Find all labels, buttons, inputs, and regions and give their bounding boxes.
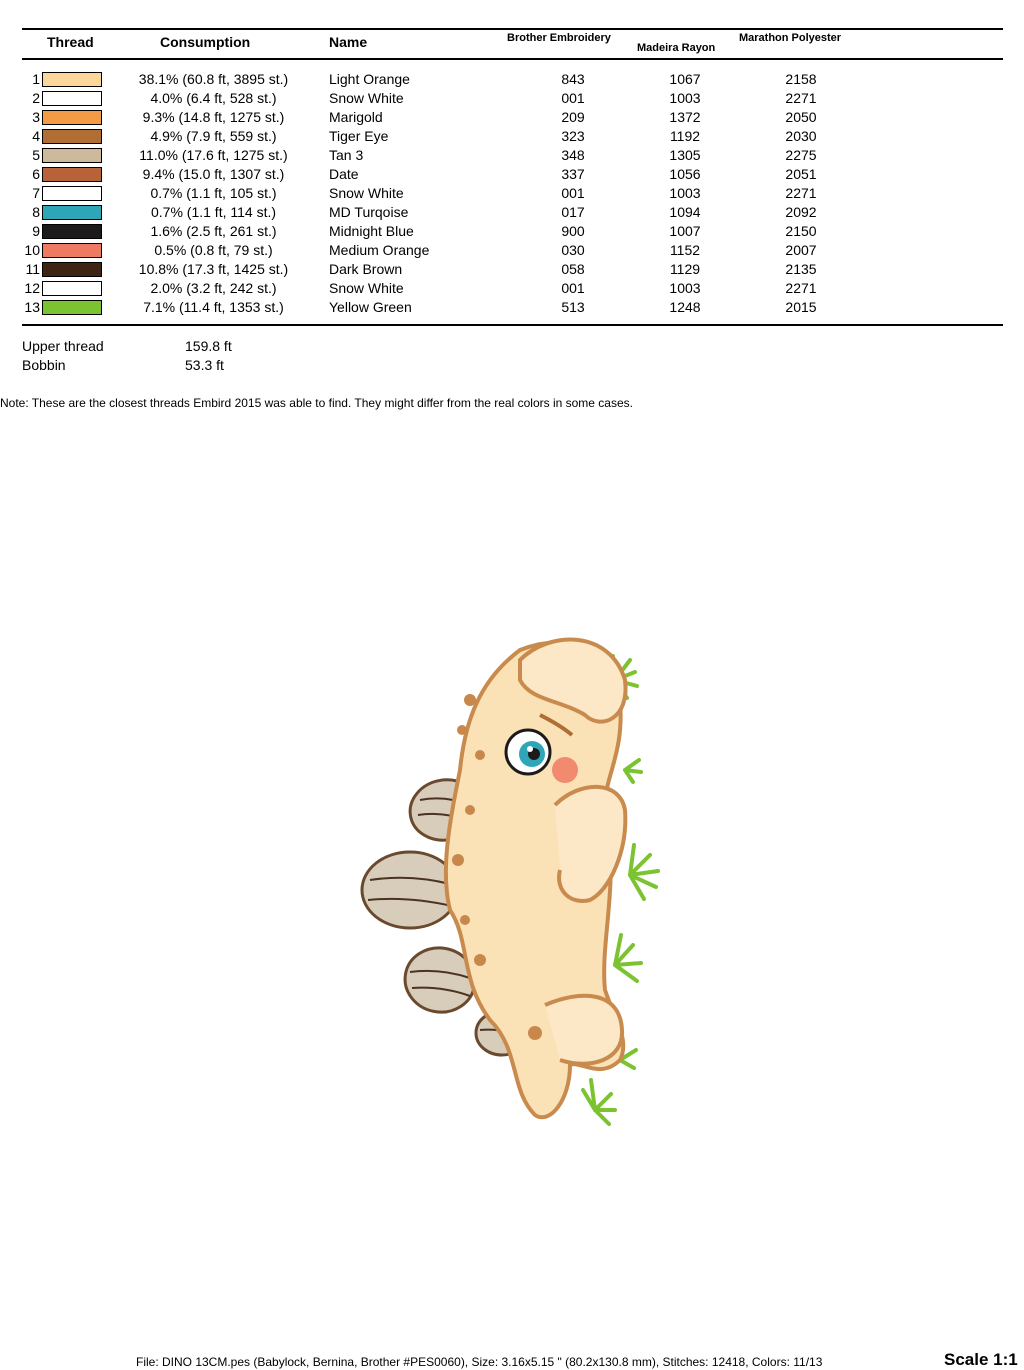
file-info-footer: File: DINO 13CM.pes (Babylock, Bernina, Brother #PES0060), Size: 3.16x5.15 " (80.2x130.8 mm), Stitches: 12418, Colors: 11/13: [136, 1355, 823, 1369]
madeira-code: 1094: [669, 204, 701, 220]
thread-color-swatch: [42, 281, 102, 296]
thread-consumption: 38.1% (60.8 ft, 3895 st.): [138, 71, 289, 87]
thread-name: Yellow Green: [329, 299, 412, 315]
thread-consumption: 10.8% (17.3 ft, 1425 st.): [138, 261, 289, 277]
thread-color-swatch: [42, 186, 102, 201]
brother-code: 001: [561, 185, 585, 201]
brother-code: 843: [561, 71, 585, 87]
madeira-code: 1192: [669, 128, 701, 144]
table-top-rule: [22, 28, 1003, 30]
table-row: [0, 108, 1024, 127]
table-row: [0, 70, 1024, 89]
scale-label: Scale 1:1: [944, 1350, 1018, 1369]
table-bottom-rule: [22, 324, 1003, 326]
thread-consumption: 11.0% (17.6 ft, 1275 st.): [139, 147, 288, 163]
dino-eye: [506, 730, 550, 774]
header-thread: Thread: [47, 34, 94, 50]
table-header-rule: [22, 58, 1003, 60]
table-row: [0, 89, 1024, 108]
thread-number: 8: [32, 204, 40, 220]
marathon-code: 2158: [785, 71, 817, 87]
thread-number: 5: [32, 147, 40, 163]
thread-name: Snow White: [329, 280, 404, 296]
thread-color-swatch: [42, 262, 102, 277]
brother-code: 017: [561, 204, 585, 220]
thread-consumption: 0.7% (1.1 ft, 105 st.): [150, 185, 277, 201]
table-row: [0, 260, 1024, 279]
thread-name: MD Turqoise: [329, 204, 409, 220]
marathon-code: 2030: [785, 128, 817, 144]
thread-color-swatch: [42, 91, 102, 106]
header-madeira: Madeira Rayon: [637, 42, 716, 54]
thread-consumption: 0.7% (1.1 ft, 114 st.): [150, 204, 277, 220]
marathon-code: 2135: [785, 261, 817, 277]
marathon-code: 2051: [785, 166, 817, 182]
thread-name: Light Orange: [329, 71, 410, 87]
madeira-code: 1003: [669, 280, 701, 296]
thread-number: 2: [32, 90, 40, 106]
thread-name: Snow White: [329, 185, 404, 201]
dino-arm: [555, 787, 625, 901]
madeira-code: 1056: [669, 166, 701, 182]
dino-cheek: [552, 757, 578, 783]
table-row: [0, 146, 1024, 165]
brother-code: 337: [561, 166, 585, 182]
marathon-code: 2271: [785, 280, 817, 296]
thread-color-swatch: [42, 300, 102, 315]
thread-color-swatch: [42, 148, 102, 163]
thread-consumption: 4.0% (6.4 ft, 528 st.): [150, 90, 277, 106]
table-row: [0, 222, 1024, 241]
thread-number: 6: [32, 166, 40, 182]
thread-consumption: 4.9% (7.9 ft, 559 st.): [150, 128, 277, 144]
madeira-code: 1305: [669, 147, 701, 163]
madeira-code: 1152: [669, 242, 701, 258]
thread-number: 13: [24, 299, 40, 315]
table-row: [0, 127, 1024, 146]
thread-number: 3: [32, 109, 40, 125]
bobbin-value: 53.3 ft: [185, 357, 224, 373]
header-consumption: Consumption: [160, 34, 251, 50]
upper-thread-label: Upper thread: [22, 338, 104, 354]
brother-code: 001: [561, 280, 585, 296]
madeira-code: 1248: [669, 299, 701, 315]
marathon-code: 2271: [785, 90, 817, 106]
thread-consumption: 1.6% (2.5 ft, 261 st.): [150, 223, 277, 239]
thread-name: Snow White: [329, 90, 404, 106]
thread-number: 1: [32, 71, 40, 87]
brother-code: 348: [561, 147, 585, 163]
thread-number: 10: [24, 242, 40, 258]
brother-code: 900: [561, 223, 585, 239]
marathon-code: 2050: [785, 109, 817, 125]
thread-name: Dark Brown: [329, 261, 403, 277]
thread-consumption: 7.1% (11.4 ft, 1353 st.): [143, 299, 284, 315]
madeira-code: 1129: [669, 261, 701, 277]
marathon-code: 2271: [785, 185, 817, 201]
header-name: Name: [329, 34, 368, 50]
thread-name: Midnight Blue: [329, 223, 414, 239]
table-row: [0, 279, 1024, 298]
madeira-code: 1003: [669, 185, 701, 201]
bobbin-label: Bobbin: [22, 357, 66, 373]
thread-number: 9: [32, 223, 40, 239]
thread-name: Medium Orange: [329, 242, 430, 258]
thread-name: Date: [329, 166, 359, 182]
marathon-code: 2150: [785, 223, 817, 239]
brother-code: 513: [561, 299, 585, 315]
thread-consumption: 9.3% (14.8 ft, 1275 st.): [142, 109, 285, 125]
brother-code: 209: [561, 109, 585, 125]
thread-number: 12: [24, 280, 40, 296]
madeira-code: 1007: [669, 223, 701, 239]
thread-name: Tiger Eye: [329, 128, 389, 144]
thread-color-swatch: [42, 110, 102, 125]
thread-number: 4: [32, 128, 40, 144]
marathon-code: 2007: [785, 242, 817, 258]
thread-name: Marigold: [329, 109, 383, 125]
thread-name: Tan 3: [329, 147, 364, 163]
madeira-code: 1003: [669, 90, 701, 106]
thread-color-swatch: [42, 205, 102, 220]
thread-consumption: 9.4% (15.0 ft, 1307 st.): [142, 166, 285, 182]
thread-color-swatch: [42, 224, 102, 239]
madeira-code: 1067: [669, 71, 701, 87]
header-brother: Brother Embroidery: [507, 32, 611, 44]
upper-thread-value: 159.8 ft: [185, 338, 232, 354]
table-row: [0, 241, 1024, 260]
thread-note: Note: These are the closest threads Embird 2015 was able to find. They might differ from the real colors in some cases.: [0, 396, 633, 410]
marathon-code: 2275: [785, 147, 817, 163]
embroidery-design-preview: [330, 620, 690, 1140]
thread-color-swatch: [42, 129, 102, 144]
thread-number: 11: [25, 261, 40, 277]
header-marathon: Marathon Polyester: [739, 32, 842, 44]
marathon-code: 2015: [785, 299, 817, 315]
madeira-code: 1372: [669, 109, 701, 125]
marathon-code: 2092: [785, 204, 817, 220]
brother-code: 323: [561, 128, 585, 144]
thread-consumption: 0.5% (0.8 ft, 79 st.): [154, 242, 273, 258]
table-row: [0, 298, 1024, 317]
brother-code: 058: [561, 261, 585, 277]
brother-code: 001: [561, 90, 585, 106]
thread-number: 7: [32, 185, 40, 201]
table-row: [0, 165, 1024, 184]
brother-code: 030: [561, 242, 585, 258]
table-row: [0, 184, 1024, 203]
table-row: [0, 203, 1024, 222]
thread-color-swatch: [42, 243, 102, 258]
thread-color-swatch: [42, 167, 102, 182]
thread-color-swatch: [42, 72, 102, 87]
thread-consumption: 2.0% (3.2 ft, 242 st.): [150, 280, 277, 296]
